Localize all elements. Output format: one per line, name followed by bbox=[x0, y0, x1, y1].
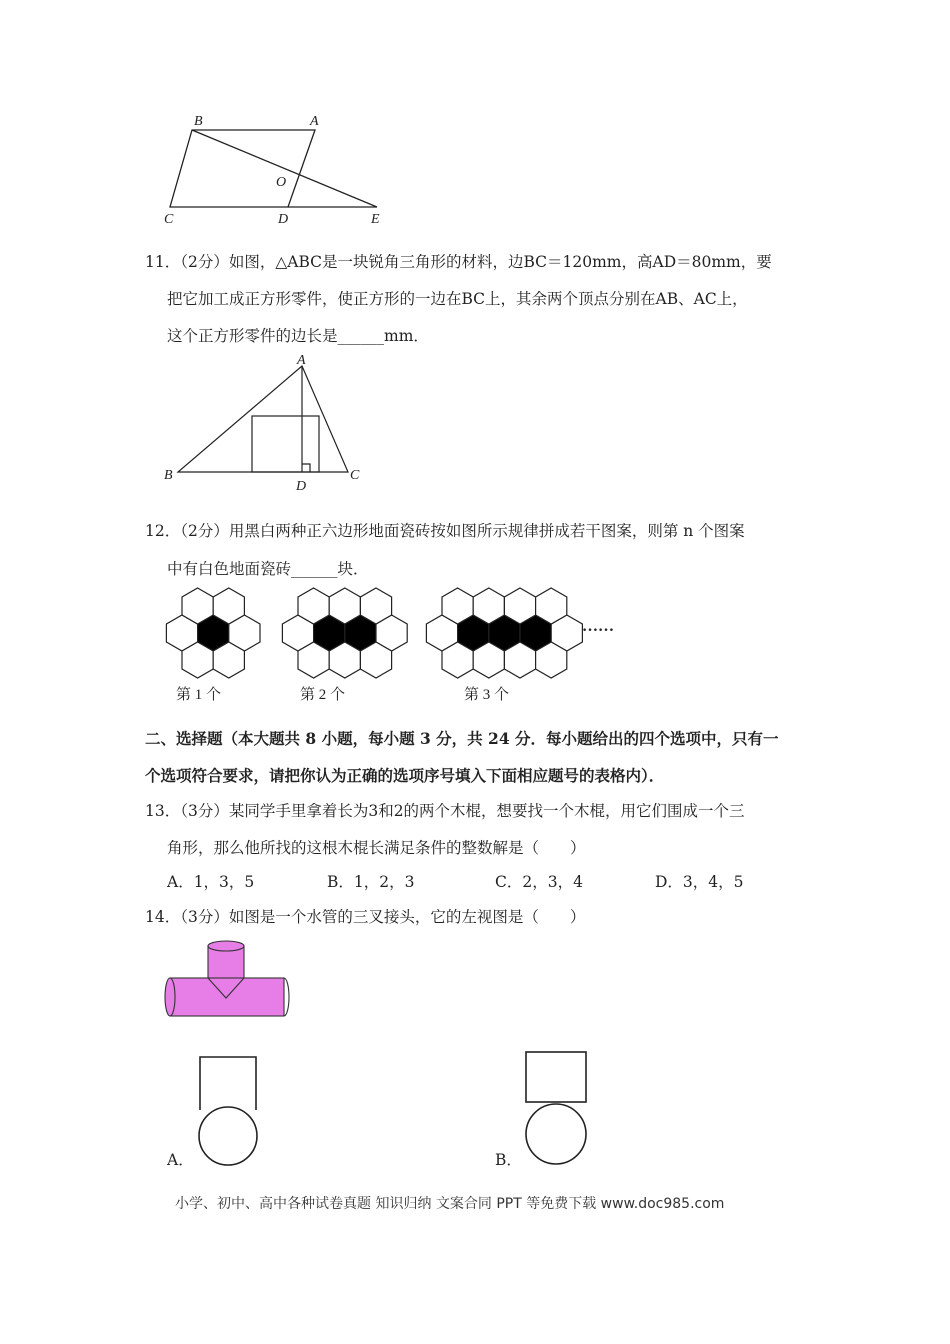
q13-option-b: B．1，2，3 bbox=[327, 873, 415, 891]
pattern-ellipsis: …… bbox=[582, 618, 614, 635]
label-B: B bbox=[194, 114, 203, 129]
q13-option-c: C．2，3，4 bbox=[495, 873, 583, 891]
q11-line3: 这个正方形零件的边长是______mm． bbox=[167, 327, 429, 345]
parallelogram-figure bbox=[160, 108, 400, 230]
label-D: D bbox=[296, 479, 307, 494]
section2-line1: 二、选择题（本大题共 8 小题，每小题 3 分，共 24 分．每小题给出的四个选项中，只有一 bbox=[145, 729, 779, 748]
pattern-caption-2: 第 2 个 bbox=[300, 687, 346, 703]
label-O: O bbox=[276, 175, 287, 190]
option-a-figure bbox=[190, 1052, 270, 1170]
label-C: C bbox=[164, 212, 174, 227]
q13-line2: 角形，那么他所找的这根木棍长满足条件的整数解是（ ） bbox=[167, 839, 586, 857]
label-B: B bbox=[164, 468, 173, 483]
footer-text: 小学、初中、高中各种试卷真题 知识归纳 文案合同 PPT 等免费下载 www.doc985.com bbox=[175, 1196, 725, 1212]
label-C: C bbox=[350, 468, 360, 483]
pipe-tee-figure bbox=[160, 938, 292, 1020]
hexagon-patterns-figure bbox=[150, 585, 650, 710]
q14-line1: 14．（3分）如图是一个水管的三叉接头，它的左视图是（ ） bbox=[145, 908, 586, 926]
label-E: E bbox=[371, 212, 380, 227]
q11-line1: 11．（2分）如图，△ABC是一块锐角三角形的材料，边BC＝120mm，高AD＝80mm，要 bbox=[145, 253, 772, 271]
q14-option-b: B． bbox=[495, 1151, 522, 1169]
section2-line2: 个选项符合要求，请把你认为正确的选项序号填入下面相应题号的表格内）． bbox=[145, 766, 665, 785]
option-b-figure bbox=[518, 1046, 598, 1170]
q13-option-a: A．1，3，5 bbox=[167, 873, 255, 891]
q13-line1: 13．（3分）某同学手里拿着长为3和2的两个木棍，想要找一个木棍，用它们围成一个三 bbox=[145, 802, 745, 820]
pattern-caption-3: 第 3 个 bbox=[464, 687, 510, 703]
label-A: A bbox=[297, 354, 306, 368]
pattern-caption-1: 第 1 个 bbox=[176, 687, 222, 703]
q12-line1: 12．（2分）用黑白两种正六边形地面瓷砖按如图所示规律拼成若干图案，则第 n 个图案 bbox=[145, 522, 745, 540]
label-A: A bbox=[310, 114, 319, 129]
q12-line2: 中有白色地面瓷砖______块． bbox=[167, 560, 369, 578]
q13-option-d: D．3，4，5 bbox=[655, 873, 744, 891]
triangle-square-figure bbox=[160, 354, 370, 494]
q14-option-a: A． bbox=[167, 1151, 194, 1169]
label-D: D bbox=[278, 212, 289, 227]
q11-line2: 把它加工成正方形零件，使正方形的一边在BC上，其余两个顶点分别在AB、AC上， bbox=[167, 290, 748, 308]
